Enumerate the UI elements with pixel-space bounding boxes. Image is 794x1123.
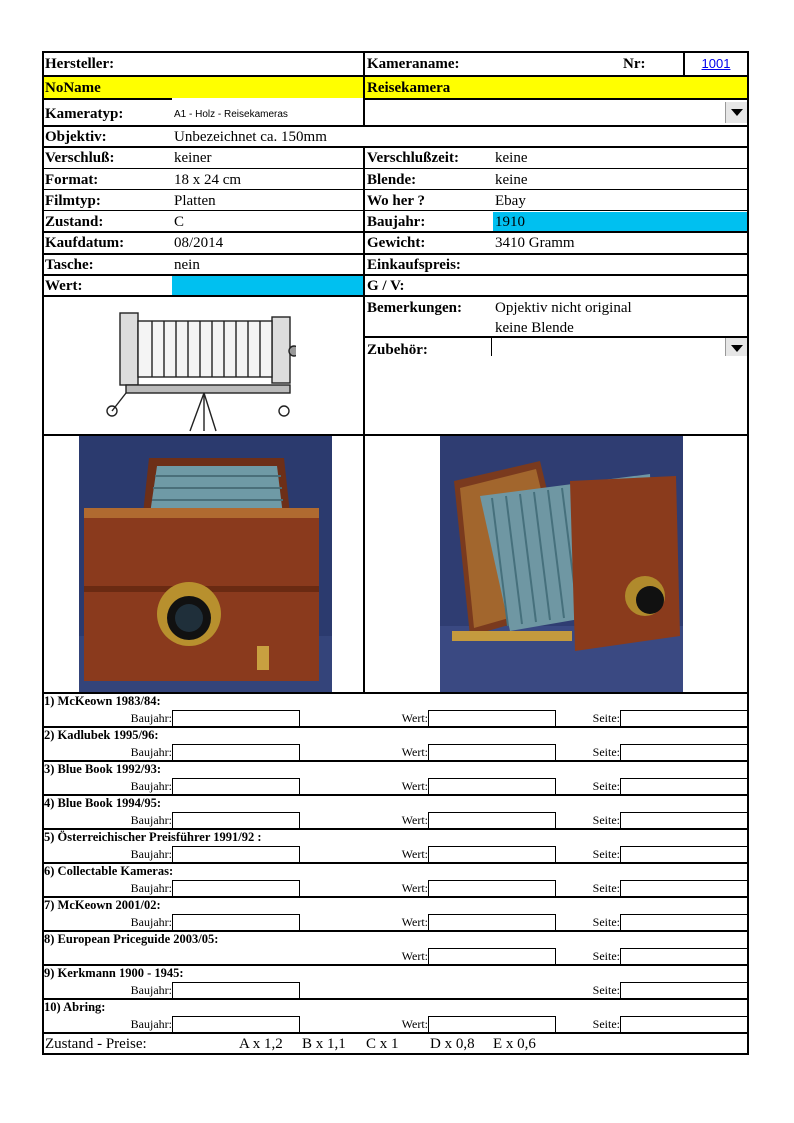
- baujahr-highlight: [493, 212, 748, 231]
- reference-title: 3) Blue Book 1992/93:: [44, 762, 162, 776]
- reference-title: 9) Kerkmann 1900 - 1945:: [44, 966, 184, 980]
- reference-wert-label: Wert:: [401, 949, 428, 963]
- format-value: 18 x 24 cm: [174, 172, 242, 188]
- wert-highlight: [172, 275, 365, 295]
- reference-seite-label: Seite:: [592, 847, 620, 861]
- reference-title: 10) Abring:: [44, 1000, 106, 1014]
- reference-wert-label: Wert:: [401, 847, 428, 861]
- nr-link-cell[interactable]: [685, 53, 747, 75]
- verschluss-label: Verschluß:: [45, 150, 115, 166]
- chevron-down-icon[interactable]: [725, 338, 747, 356]
- reference-baujahr-label: Baujahr:: [130, 847, 172, 861]
- reference-title: 6) Collectable Kameras:: [44, 864, 174, 878]
- reference-baujahr-label: Baujahr:: [130, 915, 172, 929]
- reference-baujahr-field[interactable]: [172, 812, 300, 829]
- kameratyp-label: Kameratyp:: [45, 106, 124, 122]
- reference-wert-field[interactable]: [428, 948, 556, 965]
- tasche-label: Tasche:: [45, 257, 94, 273]
- reference-seite-field[interactable]: [620, 812, 748, 829]
- reference-wert-field[interactable]: [428, 778, 556, 795]
- reference-baujahr-field[interactable]: [172, 744, 300, 761]
- reference-baujahr-label: Baujahr:: [130, 711, 172, 725]
- reference-wert-field[interactable]: [428, 710, 556, 727]
- filmtyp-value: Platten: [174, 193, 216, 209]
- reference-seite-field[interactable]: [620, 914, 748, 931]
- tasche-value: nein: [174, 257, 200, 273]
- camera-photo-front: [79, 436, 332, 692]
- reference-wert-field[interactable]: [428, 880, 556, 897]
- verschlusszeit-label: Verschlußzeit:: [367, 150, 459, 166]
- verschlusszeit-value: keine: [495, 150, 528, 166]
- gv-label: G / V:: [367, 278, 405, 294]
- reference-seite-label: Seite:: [592, 1017, 620, 1031]
- reference-wert-label: Wert:: [401, 881, 428, 895]
- kaufdatum-label: Kaufdatum:: [45, 235, 125, 251]
- reference-baujahr-label: Baujahr:: [130, 1017, 172, 1031]
- reference-seite-label: Seite:: [592, 779, 620, 793]
- reference-seite-label: Seite:: [592, 745, 620, 759]
- nr-link[interactable]: 1001: [701, 56, 731, 71]
- bemerkungen-label: Bemerkungen:: [367, 300, 462, 316]
- reference-seite-label: Seite:: [592, 949, 620, 963]
- camera-record-sheet: [42, 51, 749, 1055]
- hersteller-label: Hersteller:: [45, 56, 115, 72]
- hersteller-value: NoName: [45, 80, 101, 96]
- reference-seite-label: Seite:: [592, 711, 620, 725]
- reference-seite-label: Seite:: [592, 881, 620, 895]
- reference-baujahr-field[interactable]: [172, 982, 300, 999]
- zubehoer-label: Zubehör:: [367, 342, 428, 358]
- bemerkungen-line-1: Opjektiv nicht original: [495, 300, 632, 316]
- chevron-down-icon[interactable]: [725, 102, 747, 123]
- reference-baujahr-label: Baujahr:: [130, 779, 172, 793]
- format-label: Format:: [45, 172, 99, 188]
- reference-title: 2) Kadlubek 1995/96:: [44, 728, 159, 742]
- kaufdatum-value: 08/2014: [174, 235, 224, 251]
- reference-title: 7) McKeown 2001/02:: [44, 898, 161, 912]
- zubehoer-select[interactable]: [491, 338, 747, 357]
- objektiv-label: Objektiv:: [45, 129, 107, 145]
- verschluss-value: keiner: [174, 150, 212, 166]
- reference-wert-field[interactable]: [428, 846, 556, 863]
- reference-wert-field[interactable]: [428, 812, 556, 829]
- objektiv-value: Unbezeichnet ca. 150mm: [174, 129, 327, 145]
- reference-wert-field[interactable]: [428, 1016, 556, 1033]
- reference-wert-label: Wert:: [401, 1017, 428, 1031]
- reference-seite-field[interactable]: [620, 1016, 748, 1033]
- einkaufspreis-label: Einkaufspreis:: [367, 257, 461, 273]
- reference-baujahr-field[interactable]: [172, 778, 300, 795]
- reference-wert-label: Wert:: [401, 779, 428, 793]
- reference-title: 5) Österreichischer Preisführer 1991/92 :: [44, 830, 262, 844]
- gewicht-label: Gewicht:: [367, 235, 426, 251]
- filmtyp-label: Filmtyp:: [45, 193, 101, 209]
- camera-photo-side: [440, 436, 683, 692]
- reference-seite-field[interactable]: [620, 948, 748, 965]
- nr-label: Nr:: [623, 56, 646, 72]
- reference-baujahr-field[interactable]: [172, 1016, 300, 1033]
- zustand-preise-label: Zustand - Preise:: [45, 1036, 147, 1052]
- reference-baujahr-label: Baujahr:: [130, 745, 172, 759]
- reference-seite-field[interactable]: [620, 846, 748, 863]
- reference-baujahr-field[interactable]: [172, 710, 300, 727]
- reference-baujahr-label: Baujahr:: [130, 881, 172, 895]
- reference-seite-field[interactable]: [620, 710, 748, 727]
- reference-wert-label: Wert:: [401, 711, 428, 725]
- factor-a: A x 1,2: [239, 1036, 283, 1052]
- woher-label: Wo her ?: [367, 193, 426, 209]
- kameraname-value: Reisekamera: [367, 80, 451, 96]
- reference-baujahr-field[interactable]: [172, 880, 300, 897]
- baujahr-value: 1910: [495, 214, 525, 230]
- baujahr-label: Baujahr:: [367, 214, 426, 230]
- reference-seite-field[interactable]: [620, 880, 748, 897]
- reference-wert-field[interactable]: [428, 744, 556, 761]
- reference-seite-field[interactable]: [620, 778, 748, 795]
- reference-wert-label: Wert:: [401, 745, 428, 759]
- blende-value: keine: [495, 172, 528, 188]
- reference-title: 8) European Priceguide 2003/05:: [44, 932, 219, 946]
- reference-wert-label: Wert:: [401, 915, 428, 929]
- wert-label: Wert:: [45, 278, 83, 294]
- blende-label: Blende:: [367, 172, 417, 188]
- reference-baujahr-field[interactable]: [172, 846, 300, 863]
- zustand-label: Zustand:: [45, 214, 104, 230]
- reference-seite-field[interactable]: [620, 744, 748, 761]
- zustand-value: C: [174, 214, 185, 230]
- factor-b: B x 1,1: [302, 1036, 346, 1052]
- factor-d: D x 0,8: [430, 1036, 475, 1052]
- reference-title: 4) Blue Book 1994/95:: [44, 796, 162, 810]
- woher-value: Ebay: [495, 193, 526, 209]
- reference-wert-field[interactable]: [428, 914, 556, 931]
- reference-baujahr-field[interactable]: [172, 914, 300, 931]
- bemerkungen-line-2: keine Blende: [495, 320, 574, 336]
- gewicht-value: 3410 Gramm: [495, 235, 575, 251]
- kameratyp-select[interactable]: [172, 100, 747, 125]
- reference-seite-field[interactable]: [620, 982, 748, 999]
- reference-baujahr-label: Baujahr:: [130, 813, 172, 827]
- factor-e: E x 0,6: [493, 1036, 536, 1052]
- kameratyp-value: A1 - Holz - Reisekameras: [174, 109, 288, 120]
- reference-seite-label: Seite:: [592, 915, 620, 929]
- reference-seite-label: Seite:: [592, 983, 620, 997]
- kameraname-label: Kameraname:: [367, 56, 460, 72]
- reference-title: 1) McKeown 1983/84:: [44, 694, 161, 708]
- reference-seite-label: Seite:: [592, 813, 620, 827]
- reference-wert-label: Wert:: [401, 813, 428, 827]
- factor-c: C x 1: [366, 1036, 399, 1052]
- reference-baujahr-label: Baujahr:: [130, 983, 172, 997]
- camera-drawing: [104, 303, 296, 433]
